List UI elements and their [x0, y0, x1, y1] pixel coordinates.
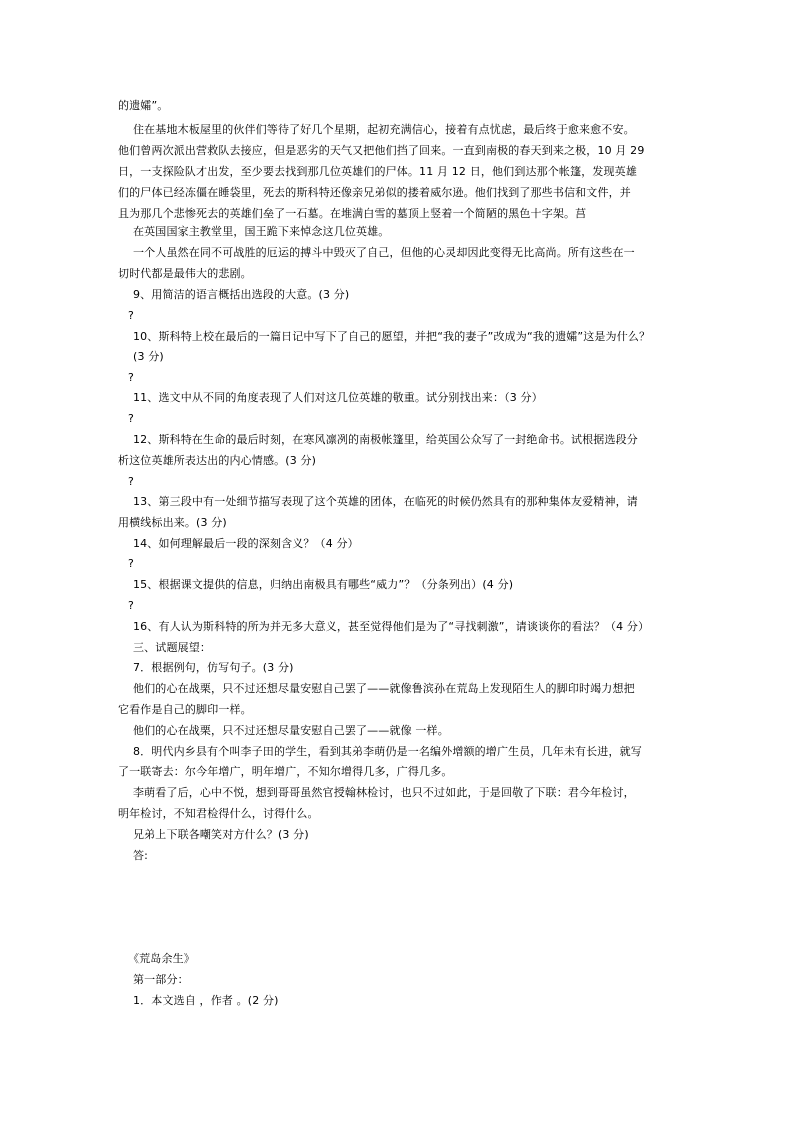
- question-13: 13、第三段中有一处细节描写表现了这个英雄的团体，在临死的时候仍然具有的那种集体友爱精神，请: [133, 495, 638, 508]
- text-line: 李萌看了后，心中不悦，想到哥哥虽然官授翰林检讨，也只不过如此，于是回敬了下联：君今年检讨，: [133, 786, 635, 799]
- answer-placeholder: ?: [128, 371, 134, 384]
- text-line: 析这位英雄所表达出的内心情感。(3 分): [118, 454, 317, 467]
- text-line: 兄弟上下联各嘲笑对方什么？(3 分): [133, 828, 309, 841]
- question-7: 7．根据例句，仿写句子。(3 分): [133, 661, 294, 674]
- text-line: 它看作是自己的脚印一样。: [118, 703, 252, 716]
- question-15: 15、根据课文提供的信息，归纳出南极具有哪些“威力”？（分条列出）(4 分): [133, 578, 514, 591]
- text-line: 了一联寄去：尔今年增广，明年增广，不知尔增得几多，广得几多。: [118, 765, 453, 778]
- text-line: 且为那几个悲惨死去的英雄们垒了一石墓。在堆满白雪的墓顶上竖着一个简陋的黑色十字架。莒: [118, 207, 587, 220]
- text-line: 的遗孀”。: [118, 99, 169, 112]
- text-line: 明年检讨，不知君检得什么，讨得什么。: [118, 807, 319, 820]
- answer-placeholder: ?: [128, 557, 134, 570]
- question-10: 10、斯科特上校在最后的一篇日记中写下了自己的愿望，并把“我的妻子”改成为“我的遗孀”这是为什么？: [133, 330, 651, 343]
- question-9: 9、用简洁的语言概括出选段的大意。(3 分): [133, 288, 350, 301]
- question-12: 12、斯科特在生命的最后时刻，在寒风凛冽的南极帐篷里，给英国公众写了一封绝命书。试根据选段分: [133, 433, 638, 446]
- text-line: 他们的心在战栗，只不过还想尽量安慰自己罢了——就像鲁滨孙在荒岛上发现陌生人的脚印时竭力想把: [133, 682, 635, 695]
- answer-placeholder: ?: [128, 599, 134, 612]
- text-line: 日，一支探险队才出发，至少要去找到那几位英雄们的尸体。11 月 12 日，他们到达那个帐篷，发现英雄: [118, 165, 637, 178]
- section-title: 《荒岛余生》: [128, 952, 195, 965]
- text-line: 住在基地木板屋里的伙伴们等待了好几个星期，起初充满信心，接着有点忧虑，最后终于愈来愈不安。: [133, 123, 635, 136]
- question-1: [133, 994, 693, 1008]
- part-heading: 第一部分：: [133, 973, 189, 986]
- section-heading: 三、试题展望：: [133, 641, 212, 654]
- text-line: 切时代都是最伟大的悲剧。: [118, 267, 252, 280]
- question-16: 16、有人认为斯科特的所为并无多大意义，甚至觉得他们是为了“寻找刺激”，请谈谈你的看法？（4 分）: [133, 620, 650, 633]
- text-line: (3 分): [133, 350, 164, 363]
- question-11: 11、选文中从不同的角度表现了人们对这几位英雄的敬重。试分别找出来：（3 分）: [133, 391, 543, 404]
- answer-label: 答:: [133, 849, 149, 862]
- question-1-text: 1．本文选自 ，作者 。(2 分): [133, 994, 279, 1007]
- answer-placeholder: ?: [128, 412, 134, 425]
- text-line: 他们的心在战栗，只不过还想尽量安慰自己罢了——就像 一样。: [133, 724, 449, 737]
- answer-placeholder: ?: [128, 475, 134, 488]
- text-line: 一个人虽然在同不可战胜的厄运的搏斗中毁灭了自己，但他的心灵却因此变得无比高尚。所有这些在一: [133, 246, 635, 259]
- text-line: 在英国国家主教堂里，国王跪下来悼念这几位英雄。: [133, 225, 390, 238]
- text-line: 们的尸体已经冻僵在睡袋里，死去的斯科特还像亲兄弟似的搂着威尔逊。他们找到了那些书信和文件，并: [118, 186, 631, 199]
- text-line: 他们曾两次派出营救队去接应，但是恶劣的天气又把他们挡了回来。一直到南极的春天到来之极，10 月 29: [118, 144, 645, 157]
- question-14: 14、如何理解最后一段的深刻含义？（4 分）: [133, 537, 359, 550]
- text-line: 用横线标出来。(3 分): [118, 516, 227, 529]
- answer-placeholder: ?: [128, 309, 134, 322]
- question-8: 8．明代内乡县有个叫李子田的学生，看到其弟李萌仍是一名编外增额的增广生员，几年未有长进，就写: [133, 745, 642, 758]
